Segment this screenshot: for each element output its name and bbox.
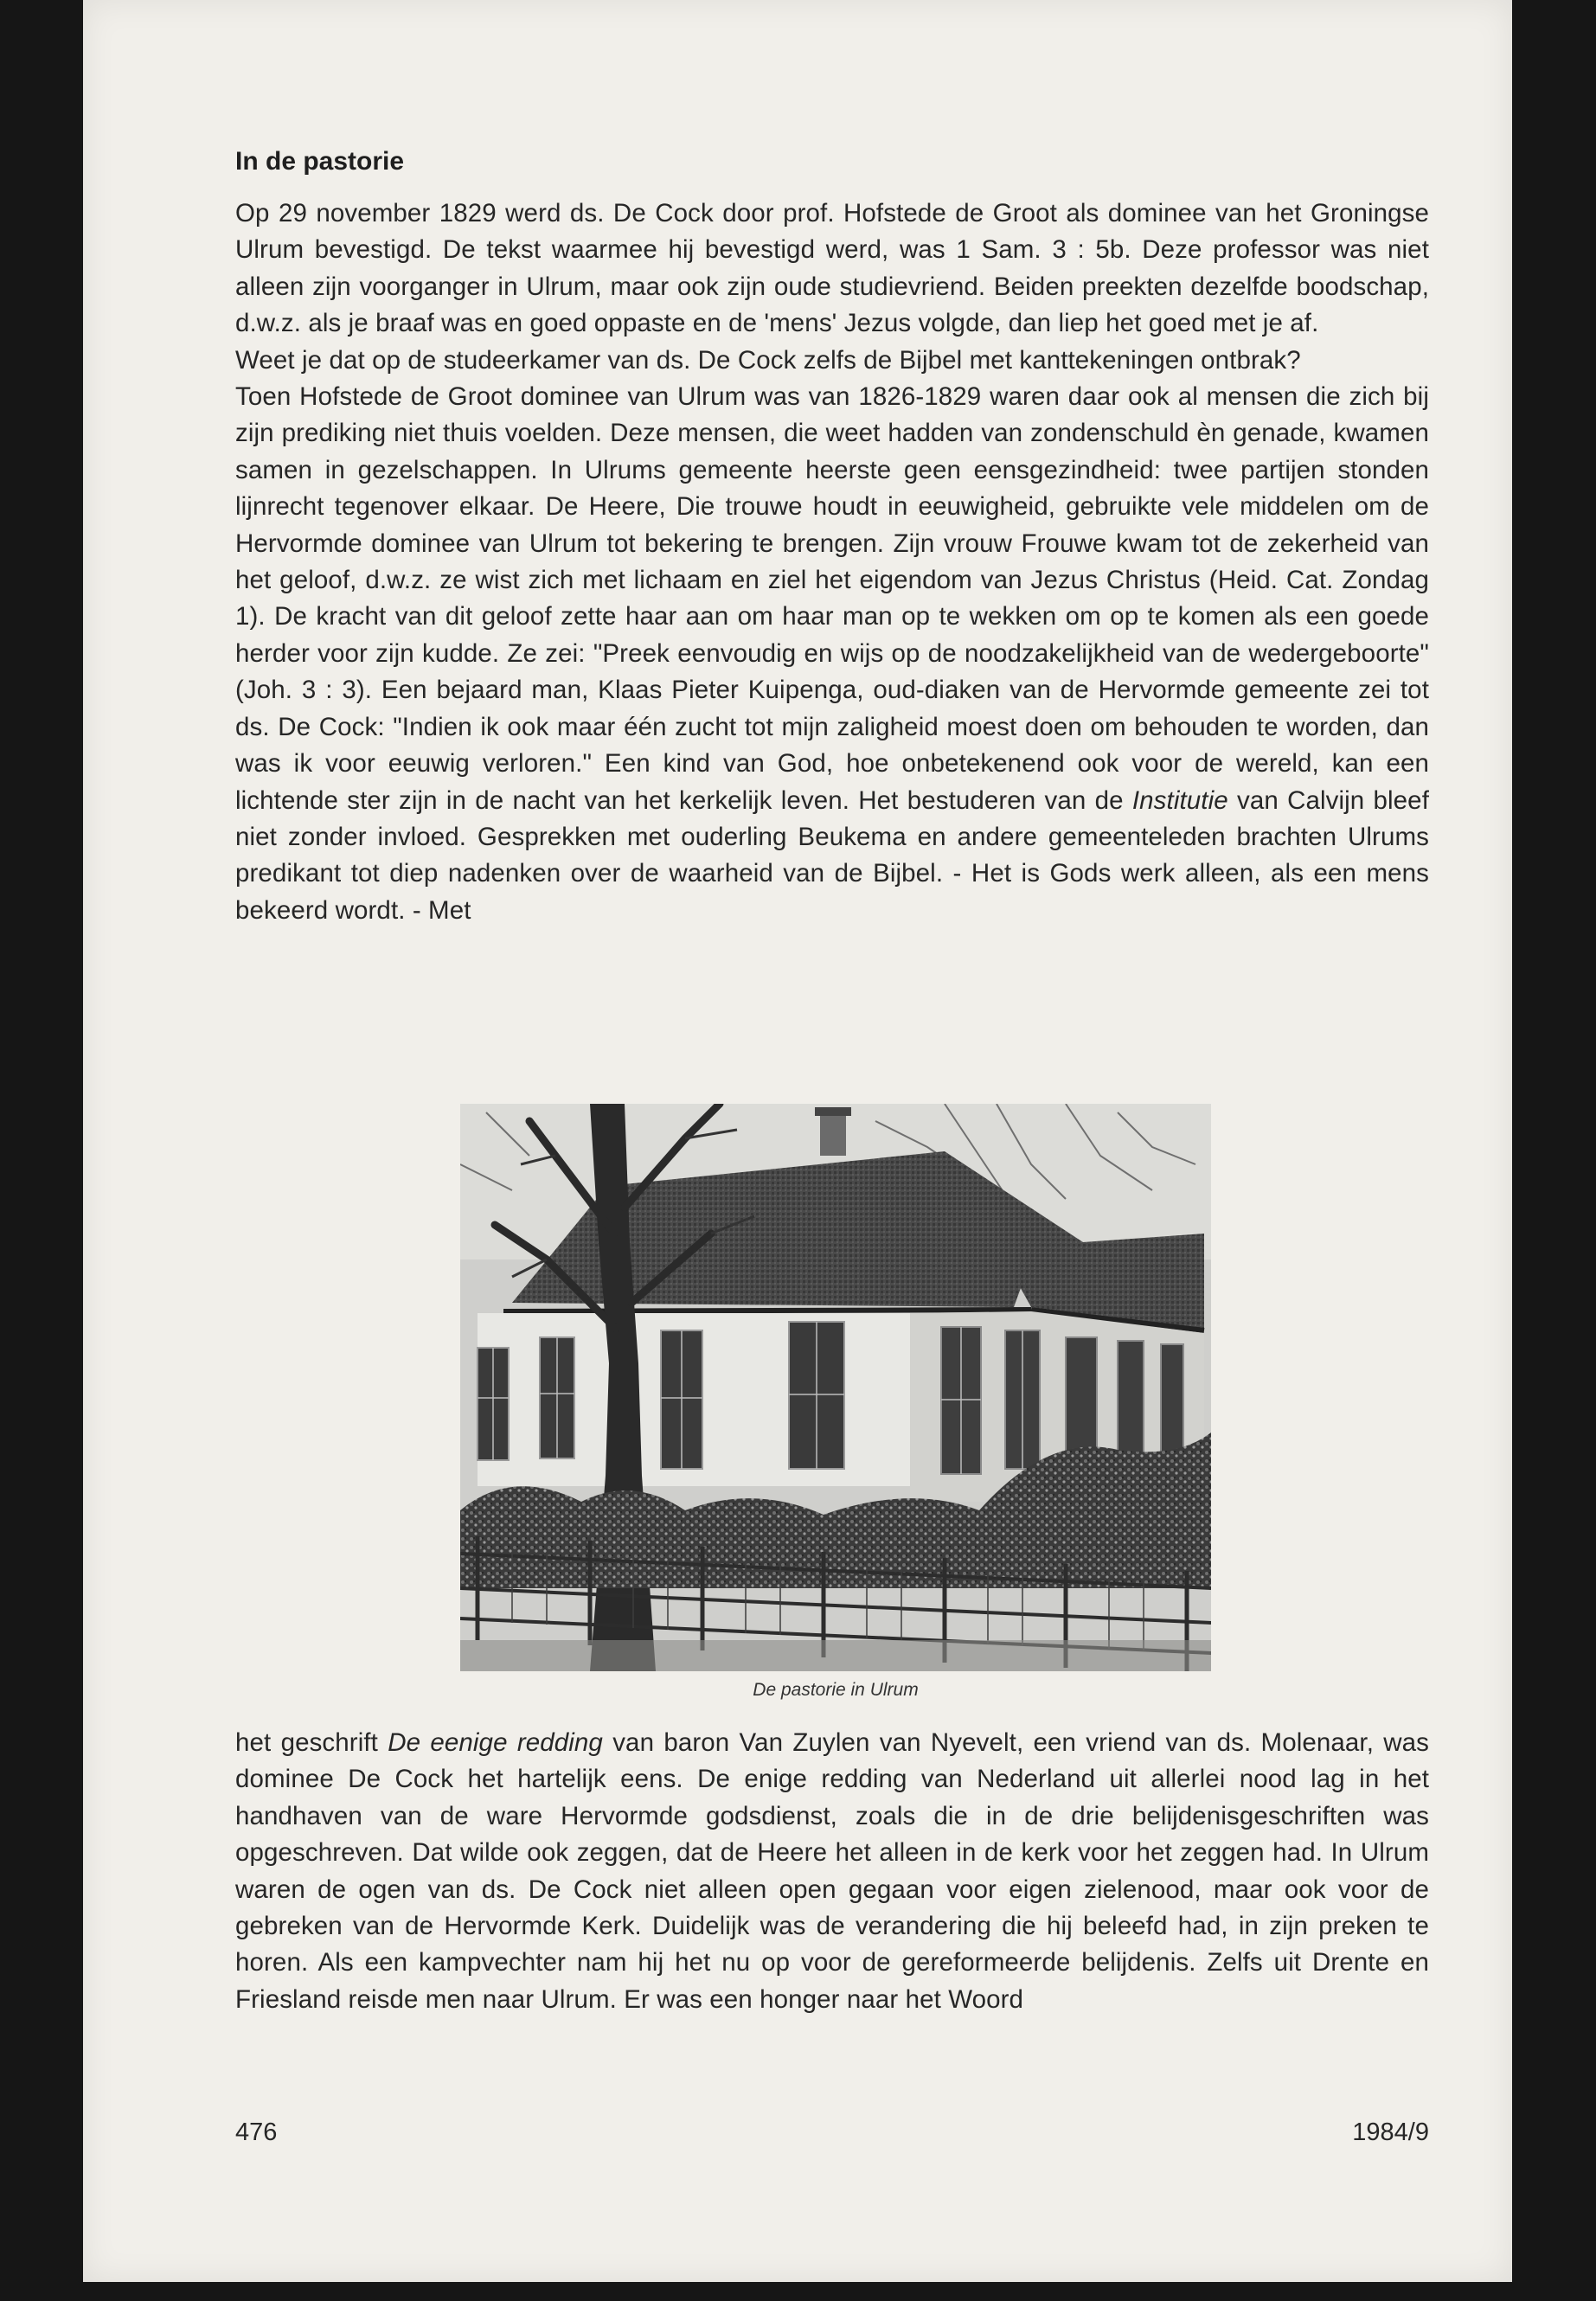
paragraph-4-text-a: het geschrift — [235, 1728, 388, 1757]
eenige-redding-italic: De eenige redding — [388, 1728, 603, 1757]
page-sheet — [83, 0, 1512, 2282]
pastorie-photo — [460, 1104, 1211, 1671]
photo-caption: De pastorie in Ulrum — [753, 1680, 919, 1700]
issue-number: 1984/9 — [1352, 2118, 1429, 2146]
paragraph-4 — [235, 1725, 1429, 2018]
paragraph-2: Weet je dat op de studeerkamer van ds. De Cock zelfs de Bijbel met kanttekeningen ontbrak? — [235, 345, 1301, 375]
page-number: 476 — [235, 2118, 278, 2146]
paragraph-1: Op 29 november 1829 werd ds. De Cock door prof. Hofstede de Groot als dominee van het Groningse Ulrum bevestigd. De tekst waarmee hij bevestigd werd, was 1 Sam. 3 : 5b. Deze professor was niet alleen zijn voorganger in Ulrum, maar ook zijn oude studievriend. Beiden preekten dezelfde boodschap, d.w.z. als je braaf was en goed oppaste en de 'mens' Jezus volgde, dan liep het goed met je af. — [235, 199, 1429, 338]
section-heading: In de pastorie — [235, 147, 405, 176]
body-text-top — [235, 195, 1429, 929]
paragraph-3-text-a: Toen Hofstede de Groot dominee van Ulrum was van 1826-1829 waren daar ook al mensen die zich bij zijn prediking niet thuis voelden. Deze mensen, die weet hadden van zondenschuld èn genade, kwamen samen in gezelschappen. In Ulrums gemeente heerste geen eensgezindheid: twee partijen stonden lijnrecht tegenover elkaar. De Heere, Die trouwe houdt in eeuwigheid, gebruikte vele middelen om de Hervormde dominee van Ulrum tot bekering te brengen. Zijn vrouw Frouwe kwam tot de zekerheid van het geloof, d.w.z. ze wist zich met lichaam en ziel het eigendom van Jezus Christus (Heid. Cat. Zondag 1). De kracht van dit geloof zette haar aan om haar man op te wekken om op te komen als een goede herder voor zijn kudde. Ze zei: "Preek eenvoudig en wijs op de noodzakelijkheid van de wedergeboorte" (Joh. 3 : 3). Een bejaard man, Klaas Pieter Kuipenga, oud-diaken van de Hervormde gemeente zei tot ds. De Cock: "Indien ik ook maar één zucht tot mijn zaligheid moest doen om behouden te worden, dan was ik voor eeuwig verloren." Een kind van God, hoe onbetekenend ook voor de wereld, kan een lichtende ster zijn in de nacht van het kerkelijk leven. Het bestuderen van de — [235, 382, 1429, 815]
institutie-italic: Institutie — [1131, 785, 1228, 815]
paragraph-3-text-b: van Calvijn bleef niet zonder invloed. Gesprekken met ouderling Beukema en andere gemeenteleden brachten Ulrums predikant tot diep nadenken over de waarheid van de Bijbel. - Het is Gods werk alleen, als een mens bekeerd wordt. - Met — [235, 785, 1429, 925]
paragraph-4-text-b: van baron Van Zuylen van Nyevelt, een vriend van ds. Molenaar, was dominee De Cock het hartelijk eens. De enige redding van Nederland uit allerlei nood lag in het handhaven van de ware Hervormde godsdienst, zoals die in de drie belijdenisgeschriften was opgeschreven. Dat wilde ook zeggen, dat de Heere het alleen in de kerk voor het zeggen had. In Ulrum waren de ogen van ds. De Cock niet alleen open gegaan voor eigen zielenood, maar ook voor de gebreken van de Hervormde Kerk. Duidelijk was de verandering die hij beleefd had, in zijn preken te horen. Als een kampvechter nam hij het nu op voor de gereformeerde belijdenis. Zelfs uit Drente en Friesland reisde men naar Ulrum. Er was een honger naar het Woord — [235, 1728, 1430, 2014]
paragraph-3 — [235, 379, 1429, 929]
body-text-bottom — [235, 1725, 1429, 2018]
